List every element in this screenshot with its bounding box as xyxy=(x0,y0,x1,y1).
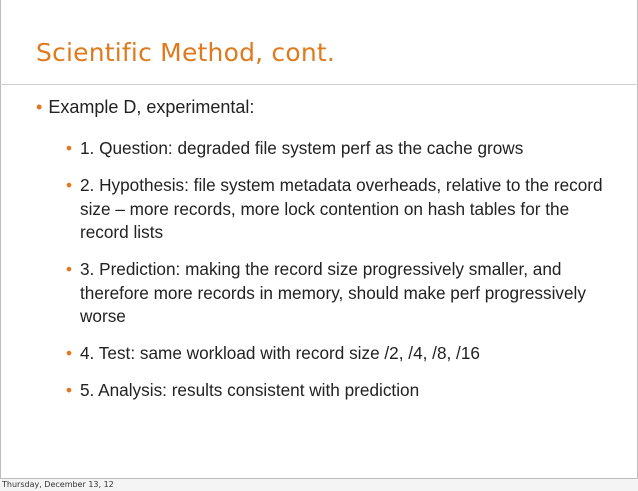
bullet-dot-icon: • xyxy=(66,175,73,195)
bullet-dot-icon: • xyxy=(66,343,73,363)
sub-bullet-text: 3. Prediction: making the record size progressively smaller, and therefore more records in memory, should make perf progressively worse xyxy=(80,259,586,326)
bullet-dot-icon: • xyxy=(36,97,43,117)
main-bullet xyxy=(36,96,254,118)
slide-title: Scientific Method, cont. xyxy=(36,38,336,67)
sub-bullet-list xyxy=(66,137,616,416)
sub-bullet-item xyxy=(66,258,616,329)
sub-bullet-item xyxy=(66,379,616,403)
sub-bullet-text: 4. Test: same workload with record size /2, /4, /8, /16 xyxy=(80,343,480,363)
sub-bullet-text: 2. Hypothesis: file system metadata overheads, relative to the record size – more records, more lock contention on hash tables for the record lists xyxy=(80,175,603,242)
sub-bullet-text: 5. Analysis: results consistent with prediction xyxy=(80,380,420,400)
footer-date: Thursday, December 13, 12 xyxy=(2,480,114,489)
bullet-dot-icon: • xyxy=(66,138,73,158)
main-bullet-text: Example D, experimental: xyxy=(48,97,255,117)
title-divider xyxy=(0,84,638,85)
footer-bar xyxy=(0,478,638,491)
sub-bullet-item xyxy=(66,342,616,366)
bullet-dot-icon: • xyxy=(66,259,73,279)
left-border xyxy=(0,0,1,478)
bullet-dot-icon: • xyxy=(66,380,73,400)
sub-bullet-item xyxy=(66,137,616,161)
sub-bullet-text: 1. Question: degraded file system perf as the cache grows xyxy=(80,138,524,158)
sub-bullet-item xyxy=(66,174,616,245)
